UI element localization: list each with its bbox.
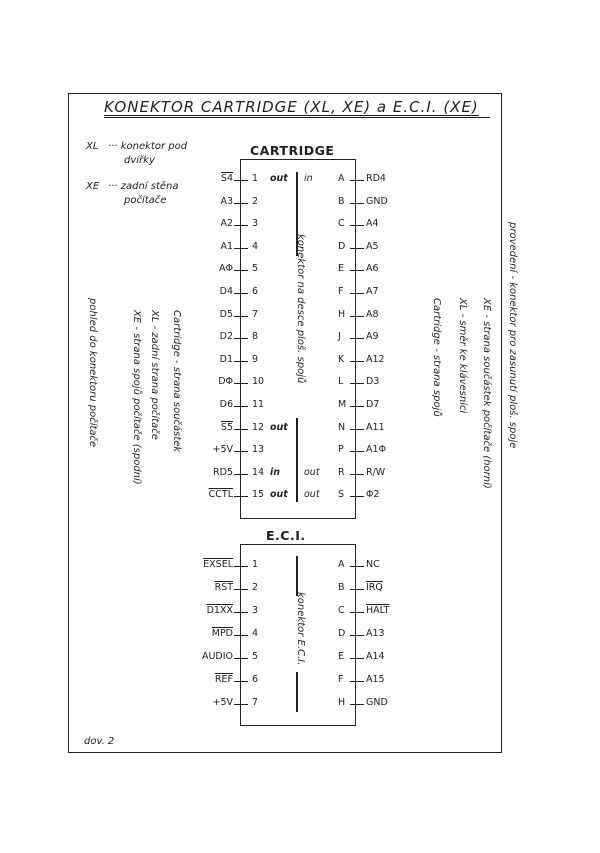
pin-number: 15 xyxy=(252,489,265,501)
pin-tick xyxy=(234,496,248,497)
pin-tick xyxy=(350,270,364,271)
pin-tick xyxy=(350,203,364,204)
pin-tick xyxy=(350,180,364,181)
pin-name-label: AUDIO xyxy=(201,651,233,662)
pin-tick xyxy=(350,566,364,567)
pin-tick xyxy=(350,451,364,452)
pin-tick xyxy=(234,451,248,452)
pin-tick xyxy=(234,338,248,339)
pin-name-label: DΦ xyxy=(218,376,233,388)
pin-number: 1 xyxy=(252,559,259,570)
eci-center-line-bottom xyxy=(296,672,298,712)
pin-name-label: Φ2 xyxy=(366,489,380,501)
view-left-line-4: Cartridge - strana součástek xyxy=(171,310,182,453)
pin-number: 12 xyxy=(252,421,265,433)
pin-letter: R xyxy=(338,466,345,478)
legend-xl-text-2: dvířky xyxy=(124,155,155,166)
pin-name-label: GND xyxy=(366,195,388,207)
pin-tick xyxy=(234,681,248,682)
pin-tick xyxy=(234,383,248,384)
pin-tick xyxy=(234,635,248,636)
pin-letter: E xyxy=(338,263,345,275)
pin-number: 5 xyxy=(252,263,259,275)
cartridge-center-label: konektor na desce ploš. spojů xyxy=(295,234,306,384)
pin-tick xyxy=(234,429,248,430)
pin-number: 10 xyxy=(252,376,265,388)
pin-number: 2 xyxy=(252,582,259,593)
pin-tick xyxy=(234,316,248,317)
footer-note: dov. 2 xyxy=(84,736,115,747)
pin-letter: E xyxy=(338,651,345,662)
pin-letter: H xyxy=(338,697,346,708)
legend-xe-text-1: ··· zadní stěna xyxy=(108,181,179,192)
view-right-line-2: XE - strana součástek počítače (horní) xyxy=(481,298,492,489)
pin-tick xyxy=(350,429,364,430)
pin-name-label: +5V xyxy=(212,697,233,708)
pin-tick xyxy=(350,474,364,475)
pin-letter: S xyxy=(338,489,345,501)
view-left-line-3: XL - zadní strana počítače xyxy=(149,310,160,440)
pin-name-label: D1XX xyxy=(206,605,233,616)
cartridge-title: CARTRIDGE xyxy=(250,143,335,158)
pin-tick xyxy=(350,293,364,294)
pin-letter: B xyxy=(338,195,345,207)
pin-letter: L xyxy=(338,376,344,388)
pin-name-label: $\overline{REF}$ xyxy=(214,674,233,685)
pin-tick xyxy=(350,225,364,226)
pin-tick xyxy=(234,293,248,294)
pin-name-label: A7 xyxy=(366,286,379,297)
cartridge-center-line-bottom xyxy=(296,418,298,502)
pin-tick xyxy=(350,406,364,407)
pin-letter: H xyxy=(338,308,346,320)
pin-name-label: $\overline{IRQ}$ xyxy=(366,582,383,593)
pin-tick xyxy=(350,635,364,636)
pin-tick xyxy=(350,383,364,384)
pin-tick xyxy=(234,566,248,567)
pin-name-label: A11 xyxy=(366,421,385,433)
eci-title: E.C.I. xyxy=(266,528,306,543)
pin-tick xyxy=(234,474,248,475)
pin-name-label: NC xyxy=(366,559,380,570)
pin-name-label: RD4 xyxy=(366,173,386,184)
pin-tick xyxy=(350,316,364,317)
page-title: KONEKTOR CARTRIDGE (XL, XE) a E.C.I. (XE) xyxy=(104,98,479,116)
pin-name-label: GND xyxy=(366,697,388,708)
pin-tick xyxy=(350,589,364,590)
title-underline xyxy=(104,117,490,118)
pin-number: 2 xyxy=(252,195,259,207)
pin-tick xyxy=(234,361,248,362)
pin-number: 9 xyxy=(252,353,259,365)
pin-name-label: $\overline{RST}$ xyxy=(214,582,233,593)
pin-name-label: CCTL xyxy=(208,489,233,501)
pin-number: 1 xyxy=(252,173,259,184)
pin-letter: M xyxy=(338,399,347,410)
pin-number: 14 xyxy=(252,466,265,478)
pin-name-label: D1 xyxy=(219,353,233,365)
pin-name-label: A15 xyxy=(366,674,385,685)
pin-name-label: RD5 xyxy=(213,466,233,478)
pin-direction: out xyxy=(270,421,288,433)
pin-number: 5 xyxy=(252,651,259,662)
pin-tick xyxy=(234,704,248,705)
pin-number: 4 xyxy=(252,240,259,252)
pin-tick xyxy=(234,406,248,407)
pin-letter: A xyxy=(338,559,345,570)
pin-tick xyxy=(350,612,364,613)
pin-direction: in xyxy=(270,466,281,478)
pin-tick xyxy=(234,180,248,181)
pin-tick xyxy=(234,225,248,226)
pin-tick xyxy=(350,248,364,249)
pin-name-label: D2 xyxy=(219,331,233,343)
pin-tick xyxy=(350,681,364,682)
pin-name-label: D3 xyxy=(366,376,380,388)
pin-name-label: EXSEL xyxy=(203,559,233,570)
pin-letter: J xyxy=(338,331,341,343)
pin-name-label: A4 xyxy=(366,218,379,230)
pin-number: 3 xyxy=(252,605,259,616)
legend-xe-text-2: počítače xyxy=(124,195,167,206)
pin-tick xyxy=(234,658,248,659)
pin-name-label: AΦ xyxy=(219,263,233,275)
pin-direction: out xyxy=(270,489,288,501)
pin-letter: N xyxy=(338,421,346,433)
pin-tick xyxy=(234,612,248,613)
pin-name-label: A12 xyxy=(366,353,385,365)
pin-letter: P xyxy=(338,444,344,456)
pin-number: 6 xyxy=(252,286,259,297)
pin-direction: out xyxy=(304,466,320,478)
pin-tick xyxy=(234,270,248,271)
legend-xl-key: XL xyxy=(86,141,99,152)
pin-letter: B xyxy=(338,582,345,593)
pin-tick xyxy=(350,704,364,705)
eci-center-label: konektor E.C.I. xyxy=(295,592,306,666)
pin-tick xyxy=(234,589,248,590)
pin-letter: C xyxy=(338,605,345,616)
pin-number: 7 xyxy=(252,697,259,708)
pin-name-label: A3 xyxy=(220,195,233,207)
legend-xl-text-1: ··· konektor pod xyxy=(108,141,188,152)
pin-name-label: HALT xyxy=(366,605,390,616)
pin-letter: D xyxy=(338,628,346,639)
pin-number: 3 xyxy=(252,218,259,230)
pin-name-label: D4 xyxy=(219,286,233,297)
pin-name-label: A8 xyxy=(366,308,379,320)
pin-letter: D xyxy=(338,240,346,252)
pin-name-label: S4 xyxy=(220,173,233,184)
pin-number: 7 xyxy=(252,308,259,320)
pin-number: 11 xyxy=(252,399,265,410)
pin-number: 4 xyxy=(252,628,259,639)
pin-name-label: R/W xyxy=(366,466,386,478)
pin-name-label: A1 xyxy=(220,240,233,252)
pin-tick xyxy=(350,496,364,497)
pin-name-label: +5V xyxy=(212,444,233,456)
pin-direction: in xyxy=(304,173,313,184)
legend-xe-key: XE xyxy=(86,181,100,192)
pin-number: 13 xyxy=(252,444,265,456)
view-right-line-1: provedení - konektor pro zasunutí ploš. spoje xyxy=(507,222,518,449)
pin-letter: C xyxy=(338,218,345,230)
pin-name-label: S5 xyxy=(220,421,233,433)
pin-tick xyxy=(350,361,364,362)
pin-name-label: A1Φ xyxy=(366,444,387,456)
pin-tick xyxy=(350,658,364,659)
pin-name-label: A2 xyxy=(220,218,233,230)
pin-letter: K xyxy=(338,353,345,365)
pin-letter: A xyxy=(338,173,345,184)
pin-name-label: A6 xyxy=(366,263,379,275)
pin-tick xyxy=(350,338,364,339)
eci-center-line-top xyxy=(296,556,298,596)
pin-name-label: $\overline{MPD}$ xyxy=(211,628,233,639)
pin-number: 8 xyxy=(252,331,259,343)
pin-number: 6 xyxy=(252,674,259,685)
pin-name-label: D5 xyxy=(219,308,233,320)
pin-name-label: A9 xyxy=(366,331,379,343)
view-left-line-1: pohled do konektoru počítače xyxy=(87,298,98,448)
pin-name-label: D7 xyxy=(366,399,380,410)
view-right-line-4: Cartridge - strana spojů xyxy=(431,298,442,417)
pin-tick xyxy=(234,248,248,249)
view-right-line-3: XL - směr ke klávesnici xyxy=(457,298,468,414)
pin-tick xyxy=(234,203,248,204)
pin-direction: out xyxy=(270,173,288,184)
pin-direction: out xyxy=(304,489,320,501)
pin-letter: F xyxy=(338,674,344,685)
pin-name-label: A13 xyxy=(366,628,385,639)
pin-letter: F xyxy=(338,286,344,297)
pin-name-label: D6 xyxy=(219,399,233,410)
pin-name-label: A14 xyxy=(366,651,385,662)
view-left-line-2: XE - strana spojů počítače (spodní) xyxy=(131,310,142,485)
pin-name-label: A5 xyxy=(366,240,379,252)
